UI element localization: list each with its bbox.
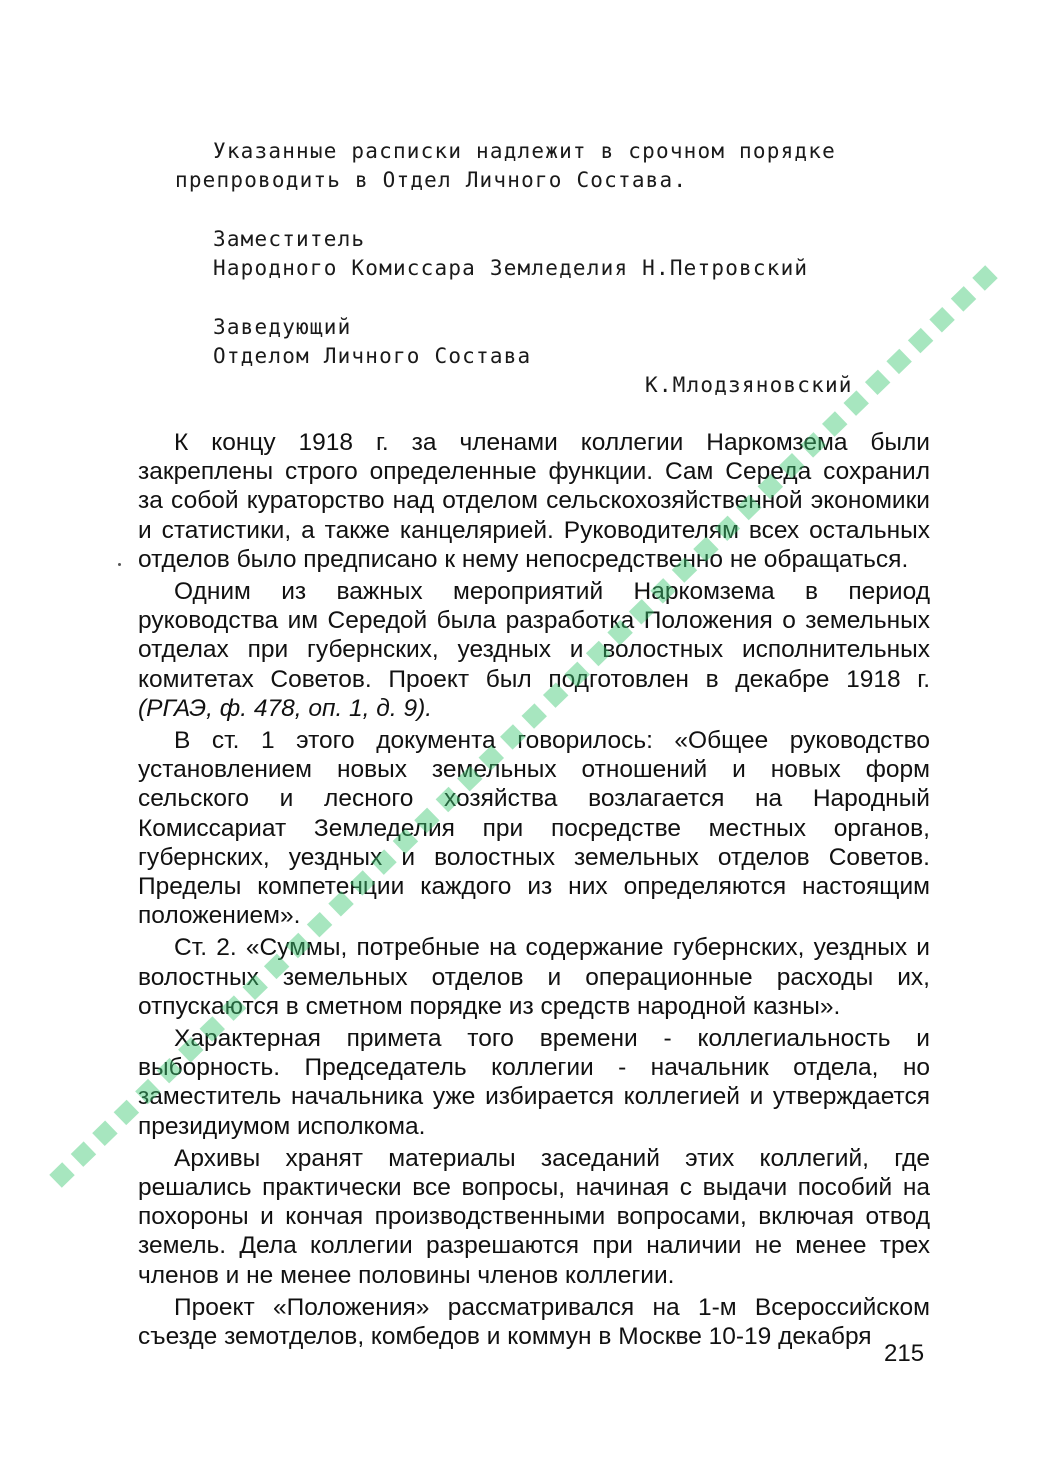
head-title: Заведующий — [213, 315, 352, 339]
paragraph-1: К концу 1918 г. за членами коллегии Наркомзема были закреплены строго определенные функции. Сам Середа сохранил за собой кураторство над отделом сельскохозяйственной экономики и статистики, а также канцелярией. Руководителям всех остальных отделов было предписано к нему непосредственно не обращаться. — [138, 429, 930, 573]
paragraph-3: В ст. 1 этого документа говорилось: «Общее руководство установлением новых земельных отношений и новых форм сельского и лесного хозяйства возлагается на Народный Комиссариат Земледелия при посредстве местных органов, губернских, уездных и волостных земельных отделов Советов. Пределы компетенции каждого из них определяются настоящим положением». — [138, 727, 930, 930]
paragraph-6: Архивы хранят материалы заседаний этих коллегий, где решались практически все вопросы, начиная с выдачи пособий на похороны и кончая производственными вопросами, включая отвод земель. Дела коллегии разрешаются при наличии не менее трех членов и не менее половины членов коллегии. — [138, 1144, 930, 1289]
page-number: 215 — [884, 1340, 925, 1367]
typewritten-line-2: препроводить в Отдел Личного Состава. — [175, 168, 688, 192]
typewritten-line-1: Указанные расписки надлежит в срочном порядке — [213, 139, 836, 163]
watermark-dash — [114, 1100, 139, 1125]
paragraph-5: Характерная примета того времени - коллегиальность и выборность. Председатель коллегии - начальник отдела, но заместитель начальника уже избирается коллегией и утверждается президиумом исполкома. — [138, 1025, 930, 1140]
paragraph-2-text: Одним из важных мероприятий Наркомзема в период руководства им Середой была разработка Положения о земельных отделах при губернских, уездных и волостных исполнительных комитетах Советов. Проект был подготовлен в декабре 1918 г. — [138, 578, 930, 693]
stray-mark — [118, 563, 121, 566]
watermark-dash — [71, 1141, 96, 1166]
watermark-dash — [929, 307, 954, 332]
watermark-dash — [49, 1162, 74, 1187]
archive-citation: (РГАЭ, ф. 478, оп. 1, д. 9). — [138, 694, 433, 722]
body-text — [138, 428, 930, 1354]
paragraph-7: Проект «Положения» рассматривался на 1-м Всероссийском съезде земотделов, комбедов и коммун в Москве 10-19 декабря — [138, 1293, 930, 1351]
deputy-title: Заместитель — [213, 227, 366, 251]
head-department: Отделом Личного Состава — [213, 344, 532, 368]
head-signature-name: К.Млодзяновский — [645, 373, 853, 397]
watermark-dash — [92, 1121, 117, 1146]
deputy-signature-line: Народного Комиссара Земледелия Н.Петровский — [213, 256, 809, 280]
paragraph-4: Ст. 2. «Суммы, потребные на содержание губернских, уездных и волостных земельных отделов и операционные расходы их, отпускаются в сметном порядке из средств народной казны». — [138, 934, 930, 1020]
watermark-dash — [972, 265, 997, 290]
watermark-dash — [908, 328, 933, 353]
paragraph-2 — [138, 577, 930, 723]
watermark-dash — [865, 370, 890, 395]
watermark-dash — [886, 349, 911, 374]
watermark-dash — [951, 286, 976, 311]
